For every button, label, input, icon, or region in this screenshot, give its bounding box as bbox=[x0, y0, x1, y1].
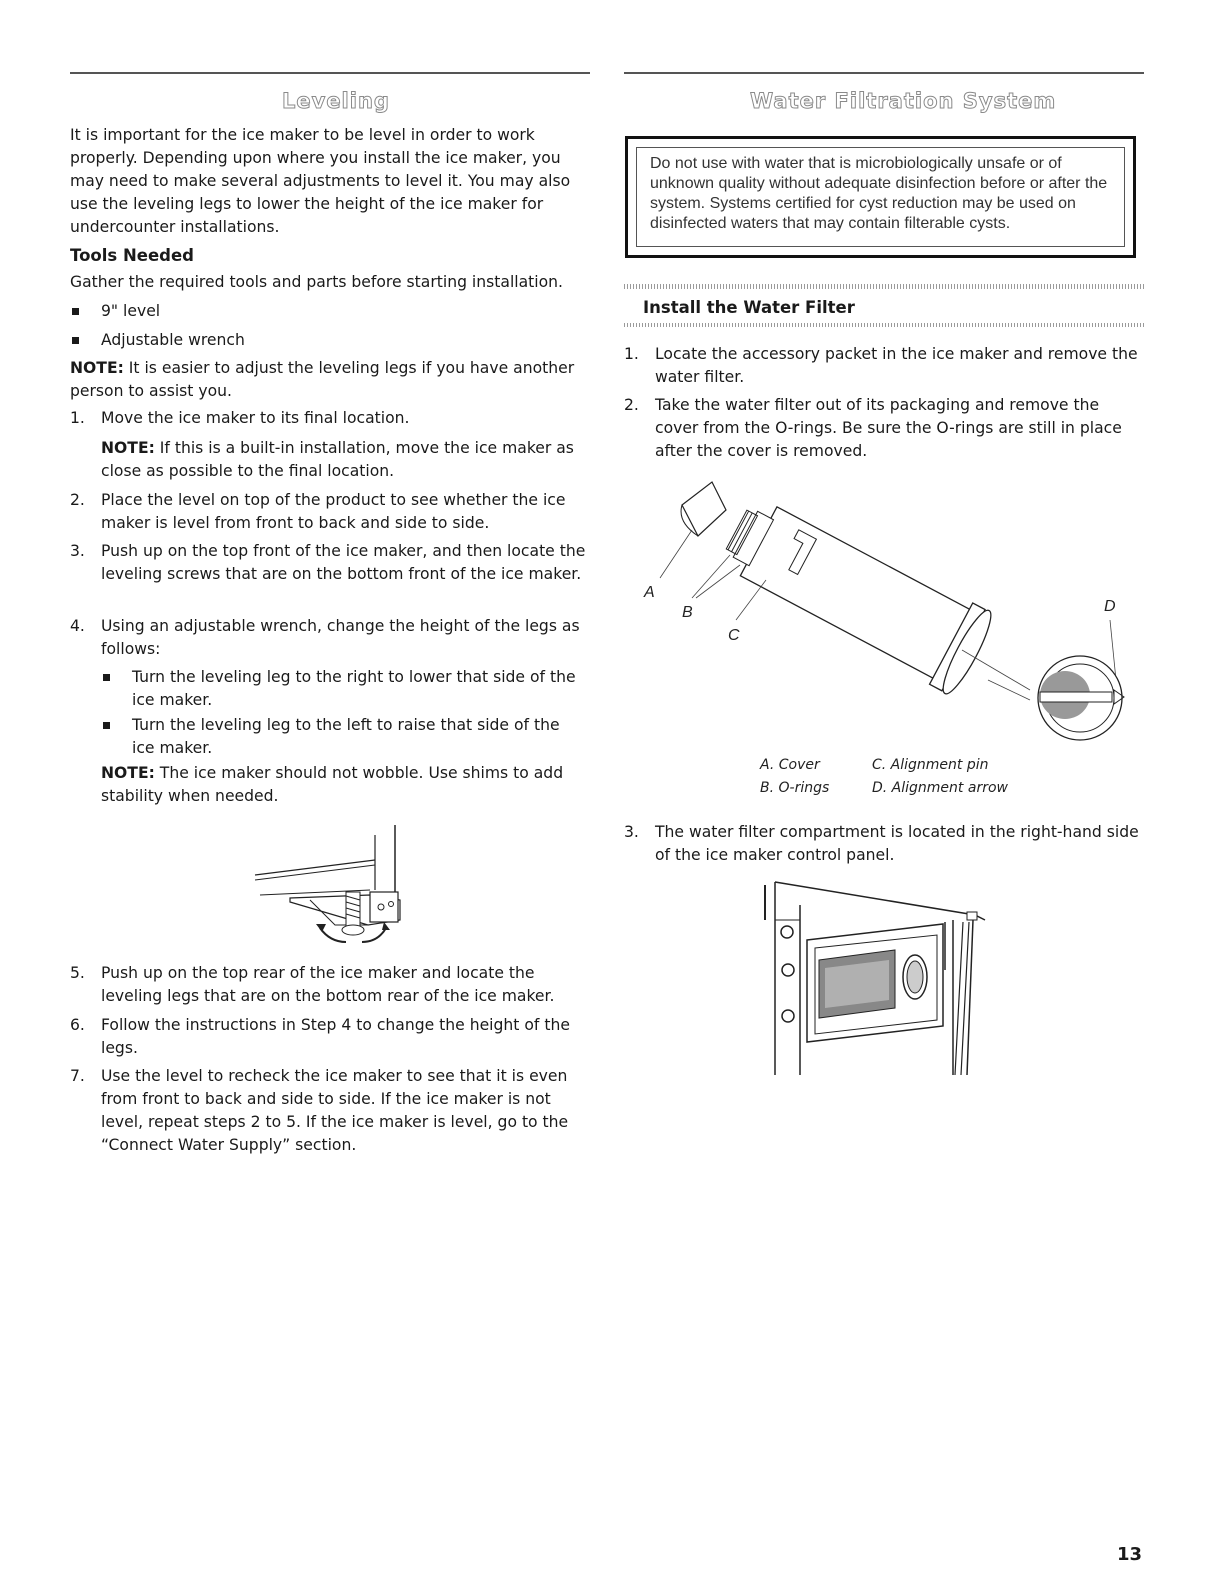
step4-bullet: Turn the leveling leg to the right to lower that side of the ice maker. bbox=[101, 666, 587, 712]
water-step-2: 2. Take the water filter out of its packaging and remove the cover from the O-rings. Be sure the O-rings are still in place after the cover is removed. bbox=[624, 396, 1122, 460]
leveling-leg-illustration bbox=[250, 820, 420, 950]
step1-note: NOTE: If this is a built-in installation, move the ice maker as close as possible to the final location. bbox=[101, 439, 574, 480]
water-filter-diagram bbox=[640, 470, 1140, 750]
hatch-rule bbox=[624, 284, 1144, 289]
bullet-square-icon bbox=[72, 308, 79, 315]
filter-cartridge bbox=[715, 488, 998, 698]
leveling-step-1: 1. Move the ice maker to its final location. bbox=[70, 409, 410, 427]
caption-d: D. Alignment arrow bbox=[872, 780, 1008, 796]
leveling-step-3: 3. Push up on the top front of the ice maker, and then locate the leveling screws that are on the bottom front of the ice maker. bbox=[70, 542, 586, 583]
label-d: D bbox=[1104, 598, 1116, 615]
leveling-note: NOTE: It is easier to adjust the leveling legs if you have another person to assist you. bbox=[70, 359, 575, 400]
step4-note: NOTE: The ice maker should not wobble. Use shims to add stability when needed. bbox=[101, 764, 564, 805]
top-rule-right bbox=[624, 72, 1144, 74]
bullet-square-icon bbox=[72, 337, 79, 344]
water-step-1: 1. Locate the accessory packet in the ice maker and remove the water filter. bbox=[624, 345, 1138, 386]
leveling-step-7: 7. Use the level to recheck the ice maker to see that it is even from front to back and side to side. If the ice maker is not level, repeat steps 2 to 5. If the ice maker is level, go to the “Connect Water Supply” section. bbox=[70, 1067, 569, 1154]
leveling-step-6: 6. Follow the instructions in Step 4 to change the height of the legs. bbox=[70, 1016, 570, 1057]
alignment-detail bbox=[1038, 656, 1124, 740]
caption-b: B. O-rings bbox=[760, 780, 830, 796]
label-c: C bbox=[728, 627, 740, 644]
leveling-intro: It is important for the ice maker to be level in order to work properly. Depending upon where you install the ice maker, you may need to make several adjustments to level it. You may also use the leveling legs to lower the height of the ice maker for undercounter installations. bbox=[70, 126, 571, 236]
tool-item: 9" level bbox=[70, 300, 586, 323]
top-rule-left bbox=[70, 72, 590, 74]
tools-heading: Tools Needed bbox=[70, 246, 194, 265]
leveling-step-4: 4. Using an adjustable wrench, change the height of the legs as follows: bbox=[70, 617, 580, 658]
hatch-rule bbox=[624, 323, 1144, 327]
label-a: A bbox=[644, 584, 655, 601]
leveling-step-2: 2. Place the level on top of the product to see whether the ice maker is level from front to back and side to side. bbox=[70, 491, 566, 532]
bullet-square-icon bbox=[103, 722, 110, 729]
label-b: B bbox=[682, 604, 693, 621]
leveling-step-5: 5. Push up on the top rear of the ice maker and locate the leveling legs that are on the bottom rear of the ice maker. bbox=[70, 964, 555, 1005]
bullet-square-icon bbox=[103, 674, 110, 681]
page-number: 13 bbox=[1116, 1544, 1142, 1565]
caption-a: A. Cover bbox=[760, 757, 820, 773]
water-step-3: 3. The water filter compartment is located in the right-hand side of the ice maker control panel. bbox=[624, 823, 1139, 864]
caption-c: C. Alignment pin bbox=[872, 757, 989, 773]
control-panel-illustration bbox=[755, 880, 1000, 1080]
tools-intro: Gather the required tools and parts before starting installation. bbox=[70, 273, 563, 291]
water-title: Water Filtration System bbox=[750, 89, 1057, 113]
warning-box bbox=[625, 136, 1136, 258]
tool-item: Adjustable wrench bbox=[70, 329, 586, 352]
leveling-title: Leveling bbox=[282, 89, 390, 113]
install-heading: Install the Water Filter bbox=[643, 298, 855, 317]
warning-text: Do not use with water that is microbiologically unsafe or of unknown quality without adequate disinfection before or after the system. Systems certified for cyst reduction may be used on disinfected waters that may contain filterable cysts. bbox=[650, 155, 1108, 232]
step4-bullet: Turn the leveling leg to the left to raise that side of the ice maker. bbox=[101, 714, 587, 760]
